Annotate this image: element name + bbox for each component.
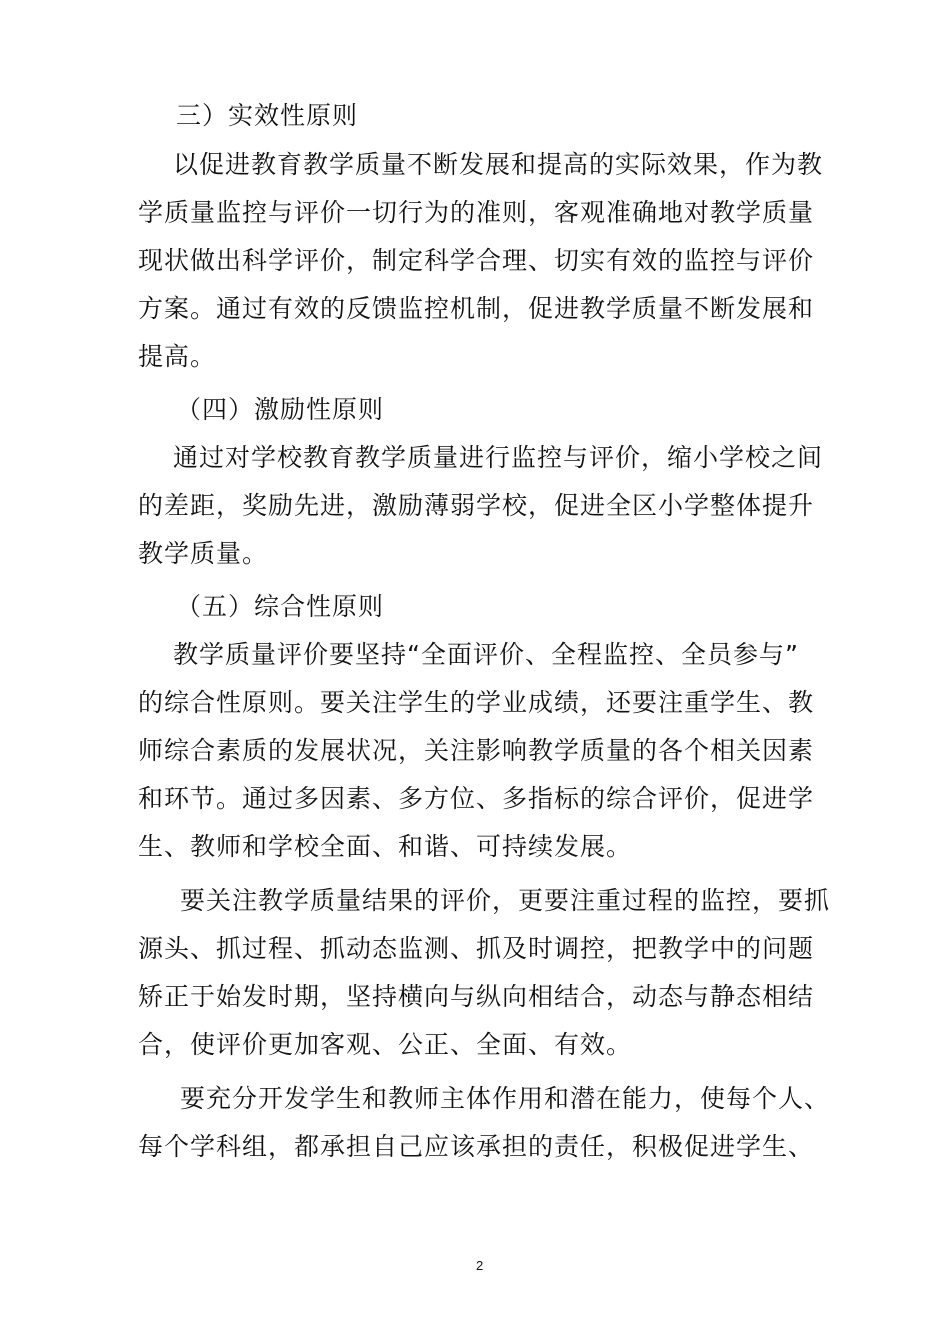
section-heading-3: 三）实效性原则 <box>176 101 359 130</box>
paragraph-line: 要关注教学质量结果的评价，更要注重过程的监控，要抓 <box>180 886 831 915</box>
paragraph-line: 通过对学校教育教学质量进行监控与评价，缩小学校之间 <box>173 443 824 472</box>
paragraph-line: 师综合素质的发展状况，关注影响教学质量的各个相关因素 <box>138 736 815 765</box>
paragraph-line: 要充分开发学生和教师主体作用和潜在能力，使每个人、 <box>180 1084 831 1113</box>
paragraph-line: 方案。通过有效的反馈监控机制，促进教学质量不断发展和 <box>138 294 815 323</box>
paragraph-line: 合，使评价更加客观、公正、全面、有效。 <box>138 1030 633 1059</box>
section-heading-4: （四）激励性原则 <box>176 395 385 424</box>
paragraph-line: 和环节。通过多因素、多方位、多指标的综合评价，促进学 <box>138 784 815 813</box>
paragraph-line: 以促进教育教学质量不断发展和提高的实际效果，作为教 <box>173 150 824 179</box>
paragraph-line: 源头、抓过程、抓动态监测、抓及时调控，把教学中的问题 <box>138 934 815 963</box>
paragraph-line: 现状做出科学评价，制定科学合理、切实有效的监控与评价 <box>138 246 815 275</box>
page-number: 2 <box>476 1258 484 1273</box>
paragraph-line: 的差距，奖励先进，激励薄弱学校，促进全区小学整体提升 <box>138 491 815 520</box>
paragraph-line: 的综合性原则。要关注学生的学业成绩，还要注重学生、教 <box>138 688 815 717</box>
paragraph-line: 矫正于始发时期，坚持横向与纵向相结合，动态与静态相结 <box>138 982 815 1011</box>
paragraph-line: 教学质量评价要坚持“全面评价、全程监控、全员参与” <box>173 640 799 669</box>
paragraph-line: 每个学科组，都承担自己应该承担的责任，积极促进学生、 <box>138 1132 815 1161</box>
paragraph-line: 教学质量。 <box>138 539 269 568</box>
section-heading-5: （五）综合性原则 <box>176 592 385 621</box>
paragraph-line: 提高。 <box>138 342 217 371</box>
paragraph-line: 生、教师和学校全面、和谐、可持续发展。 <box>138 832 633 861</box>
paragraph-line: 学质量监控与评价一切行为的准则，客观准确地对教学质量 <box>138 198 815 227</box>
